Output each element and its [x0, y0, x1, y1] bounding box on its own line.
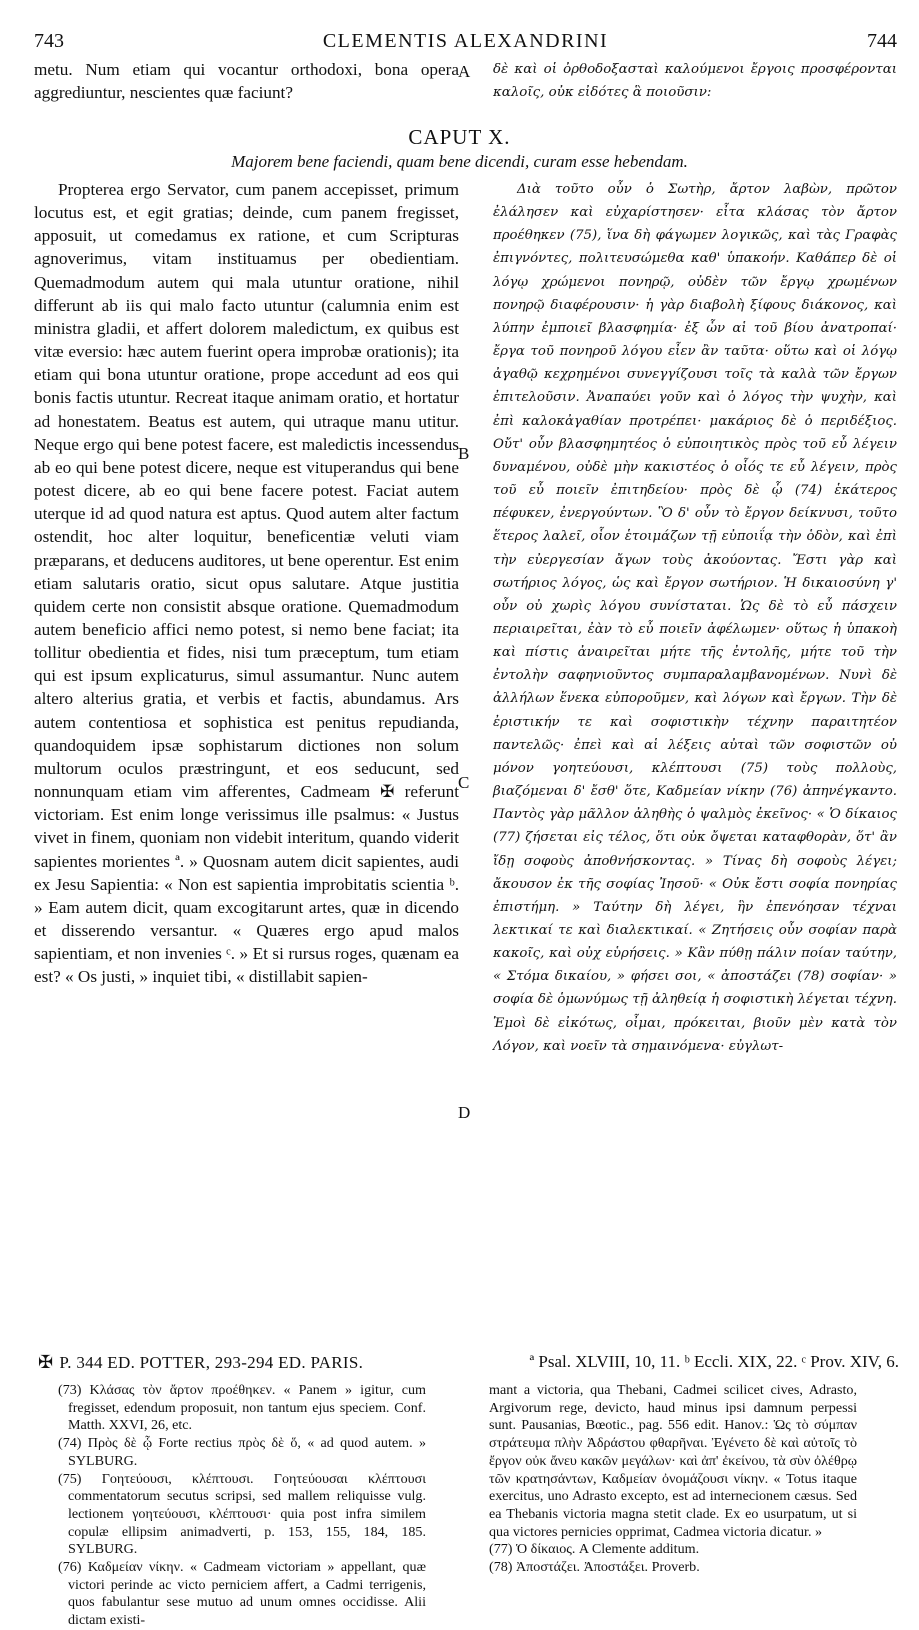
page-number-right: 744 — [867, 30, 897, 52]
margin-marker-a: A — [458, 62, 471, 81]
edition-text: P. 344 ED. POTTER, 293-294 ED. PARIS. — [59, 1353, 364, 1372]
footnote: (78) Ἀποστάζει. Ἀποστάξει. Proverb. — [489, 1559, 700, 1576]
margin-marker-d: D — [458, 1103, 471, 1122]
edition-footline — [38, 1352, 899, 1376]
latin-column — [34, 178, 459, 988]
chapter-heading: CAPUT X. — [408, 125, 511, 149]
greek-column — [493, 178, 897, 1058]
running-head — [34, 30, 897, 56]
scripture-references: ª Psal. XLVIII, 10, 11. ᵇ Eccli. XIX, 22. ᶜ Prov. XIV, 6. — [529, 1352, 899, 1371]
running-title: CLEMENTIS ALEXANDRINI — [322, 30, 609, 52]
intro-latin: metu. Num etiam qui vocantur orthodoxi, bona opera aggrediuntur, nescientes quæ faciunt? — [34, 60, 459, 103]
cross-icon: ✠ — [38, 1352, 54, 1372]
footnote-continuation: mant a victoria, qua Thebani, Cadmei scilicet cives, Adrasto, Argivorum rege, devicto, haud minus ipsi damnum perpessi sunt. Pausanias, Bœotic., pag. 556 edit. Hanov.: Ὡς τὸ σύμπαν στράτευμα πλὴν Ἀδράστου φθαρῆναι. Ἐγένετο δὲ καὶ αὐτοῖς τὸ ἔργον οὐκ ἄνευ κακῶν μεγάλων· καὶ ἀπ' ἐκείνου, τὰ σὺν ὀλέθρῳ τῶν κρατησάντων, Καδμείαν ὀνομάζουσι νίκην. « Totus itaque exercitus, uno Adrasto excepto, est ad internecionem cæsus. Sed ea Thebanis victoria magna stetit clade. Ex eo usurpatum, ut si qua victores pernicies opprimat, Cadmea victoria dicatur. » — [489, 1382, 857, 1540]
intro-greek: δὲ καὶ οἱ ὀρθοδοξασταὶ καλούμενοι ἔργοις προσφέρονται καλοῖς, οὐκ εἰδότες ἃ ποιοῦσιν: — [493, 62, 897, 101]
footnotes-right — [489, 1382, 857, 1577]
chapter-subtitle: Majorem bene faciendi, quam bene dicendi, curam esse hebendam. — [231, 152, 688, 171]
main-text — [34, 178, 897, 1328]
greek-paragraph: Διὰ τοῦτο οὖν ὁ Σωτὴρ, ἄρτον λαβὼν, πρῶτον ἐλάλησεν καὶ εὐχαρίστησεν· εἶτα κλάσας τὸν ἄρτον προέθηκεν (75), ἵνα δὴ φάγωμεν λογικῶς, καὶ τὰς Γραφὰς ἐπιγνόντες, πολιτευσώμεθα καθ' ὑπακοήν. Καθάπερ δὲ οἱ λόγῳ χρώμενοι πονηρῷ, οὐδὲν τῶν ἔργῳ χρωμένων πονηρῷ διαφέρουσιν· ἡ γὰρ διαβολὴ ξίφους διάκονος, καὶ λύπην ἐμποιεῖ βλασφημία· ἐξ ὧν αἱ τοῦ βίου ἀνατροπαί· ἔργα τοῦ πονηροῦ λόγου εἶεν ἂν ταῦτα· οὕτω καὶ οἱ λόγῳ ἀγαθῷ κεχρημένοι συνεγγίζουσι τοῖς τὰ καλὰ τῶν ἔργων ἐπιτελοῦσιν. Ἀναπαύει γοῦν καὶ ὁ λόγος τὴν ψυχὴν, καὶ ἐπὶ καλοκἀγαθίαν προτρέπει· μακάριος δὲ ὁ περιδέξιος. Οὔτ' οὖν βλασφημητέος ὁ εὐποιητικὸς πρὸς τοῦ εὖ λέγειν δυναμένου, οὐδὲ μὴν κακιστέος ὁ οἷός τε εὖ λέγειν, πρὸς τοῦ εὖ ποιεῖν ἐπιτηδείου· πρὸς δὲ ᾧ (74) ἑκάτερος πέφυκεν, ἐνεργούντων. Ὃ δ' οὖν τὸ ἔργον δείκνυσι, τοῦτο ἕτερος λαλεῖ, οἷον ἑτοιμάζων τῇ εὐποιΐᾳ τὴν ὁδὸν, καὶ ἐπὶ τὴν εὐεργεσίαν ἄγων τοὺς ἀκούοντας. Ἔστι γὰρ καὶ σωτήριος λόγος, ὡς καὶ ἔργον σωτήριον. Ἡ δικαιοσύνη γ' οὖν οὐ χωρὶς λόγου συνίσταται. Ὡς δὲ τὸ εὖ πάσχειν περιαιρεῖται, ἐὰν τὸ εὖ ποιεῖν ἀφέλωμεν· οὕτως ἡ ὑπακοὴ καὶ πίστις ἀναιρεῖται μήτε τῆς ἐντολῆς, μήτε τοῦ τὴν ἐντολὴν σαφηνιοῦντος συμπαραλαμβανομένων. Νυνὶ δὲ ἀλλήλων ἕνεκα εὐποροῦμεν, καὶ λόγων καὶ ἔργων. Τὴν δὲ ἐριστικήν τε καὶ σοφιστικὴν τέχνην παραιτητέον παντελῶς· ἐπεὶ καὶ αἱ λέξεις αὐταὶ τῶν σοφιστῶν οὐ μόνον γοητεύουσι, κλέπτουσι (75) τοὺς πολλοὺς, βιαζόμεναι δ' ἔσθ' ὅτε, Καδμείαν νίκην (76) ἀπηνέγκαντο. Παντὸς γὰρ μᾶλλον ἀληθὴς ὁ ψαλμὸς ἐκεῖνος· « Ὁ δίκαιος (77) ζήσεται εἰς τέλος, ὅτι οὐκ ὄψεται καταφθορὰν, ὅτ' ἂν ἴδῃ σοφοὺς ἀποθνήσκοντας. » Τίνας δὴ σοφοὺς λέγει; ἄκουσον ἐκ τῆς σοφίας Ἰησοῦ· « Οὐκ ἔστι σοφία πονηρίας ἐπιστήμη. » Ταύτην δὴ λέγει, ἣν ἐπενόησαν τέχναι λεκτικαί τε καὶ διαλεκτικαί. « Ζητήσεις οὖν σοφίαν παρὰ κακοῖς, καὶ οὐχ εὑρήσεις. » Κἂν πύθῃ πάλιν ποίαν ταύτην, « Στόμα δικαίου, » φήσει σοι, « ἀποστάζει (78) σοφίαν· » σοφία δὲ ὁμωνύμως τῇ ἀληθείᾳ ἡ σοφιστικὴ λέγεται τέχνη. Ἐμοὶ δὲ εἰκότως, οἶμαι, πρόκειται, βιοῦν μὲν κατὰ τὸν Λόγον, καὶ νοεῖν τὰ σημαινόμενα· εὐγλωτ- — [493, 182, 897, 1054]
footnote: (76) Καδμείαν νίκην. « Cadmeam victoriam » appellant, quæ victori perinde ac victo perniciem affert, a Cadmi terrigenis, quos fabulantur sese mutuo ad unum omnes occidisse. Alii dictam existi- — [58, 1559, 426, 1629]
edition-reference — [38, 1352, 363, 1373]
footnote: (74) Πρὸς δὲ ᾧ Forte rectius πρὸς δὲ ὅ, « ad quod autem. » SYLBURG. — [58, 1435, 426, 1469]
footnotes-left — [58, 1382, 426, 1630]
margin-marker-c: C — [458, 773, 470, 792]
footnotes — [58, 1382, 857, 1629]
margin-marker-b: B — [458, 444, 470, 463]
footnote: (77) Ὁ δίκαιος. A Clemente additum. — [489, 1541, 700, 1558]
page-number-left: 743 — [34, 30, 64, 52]
footnote: (73) Κλάσας τὸν ἄρτον προέθηκεν. « Panem » igitur, cum fregisset, edendum proposuit, non tantum ejus speciem. Conf. Matth. XXVI, 26, etc. — [58, 1382, 426, 1434]
footnote: (75) Γοητεύουσι, κλέπτουσι. Γοητεύουσαι κλέπτουσι commentatorum secutus scripsi, sed mallem reliquisse vulg. lectionem γοητεύουσι, κλέπτουσι· quia post infra similem copulæ ellipsim animadverti, p. 153, 155, 184, 185. SYLBURG. — [58, 1470, 426, 1558]
latin-paragraph: Propterea ergo Servator, cum panem accepisset, primum locutus est, et egit gratias; deinde, cum panem fregisset, apposuit, ut comedamus ex ratione, et cum Scripturas agnoverimus, vitam instituamus per obedientiam. Quemadmodum autem qui mala utuntur oratione, nihil differunt ab iis qui malo facto utuntur (calumnia enim est ministra gladii, et affert dolorem maledictum, ex quibus est vitæ eversio: hæc autem fuerint opera improbæ orationis); ita etiam qui bona utuntur oratione, prope accedunt ad eos qui bonis factis utuntur. Recreat itaque animam oratio, et hortatur ad honestatem. Beatus est autem, qui utraque manu utitur. Neque ergo qui bene potest facere, est maledictis incessendus ab eo qui bene potest dicere, neque est vituperandus qui bene potest dicere, ab eo qui bene facere potest. Faciat autem uterque id ad quod natura est aptus. Quod autem alter factum ostendit, hoc alter loquitur, beneficentiæ veluti viam præparans, et deducens auditores, ut bene operentur. Est enim etiam salutaris oratio, sicut opus salutare. Atque justitia quidem certe non consistit absque oratione. Quemadmodum autem beneficio affici nemo potest, si nemo bene faciat; ita tollitur obedientia et fides, nisi tum præceptum, tum etiam qui est ipsum explicaturus, simul assumantur. Nunc autem altero alterius gratia, et verbis et factis, abundamus. Ars autem contentiosa et sophistica est penitus repudianda, quandoquidem ipsæ sophistarum dictiones non solum multorum oculos præstringunt, et eos seducunt, sed nonnunquam etiam vim afferentes, Cadmeam ✠ referunt victoriam. Est enim longe verissimus ille psalmus: « Justus vivet in finem, quoniam non videbit interitum, quando viderit sapientes morientes ª. » Quosnam autem dicit sapientes, audi ex Jesu Sapientia: « Non est sapientia improbitatis scientia ᵇ. » Eam autem dicit, quam excogitarunt artes, quæ in dicendo et disserendo versantur. « Quæres ergo apud malos sapientiam, et non invenies ᶜ. » Et si rursus roges, quænam ea est? « Os justi, » inquiet tibi, « distillabit sapien- — [34, 180, 459, 987]
